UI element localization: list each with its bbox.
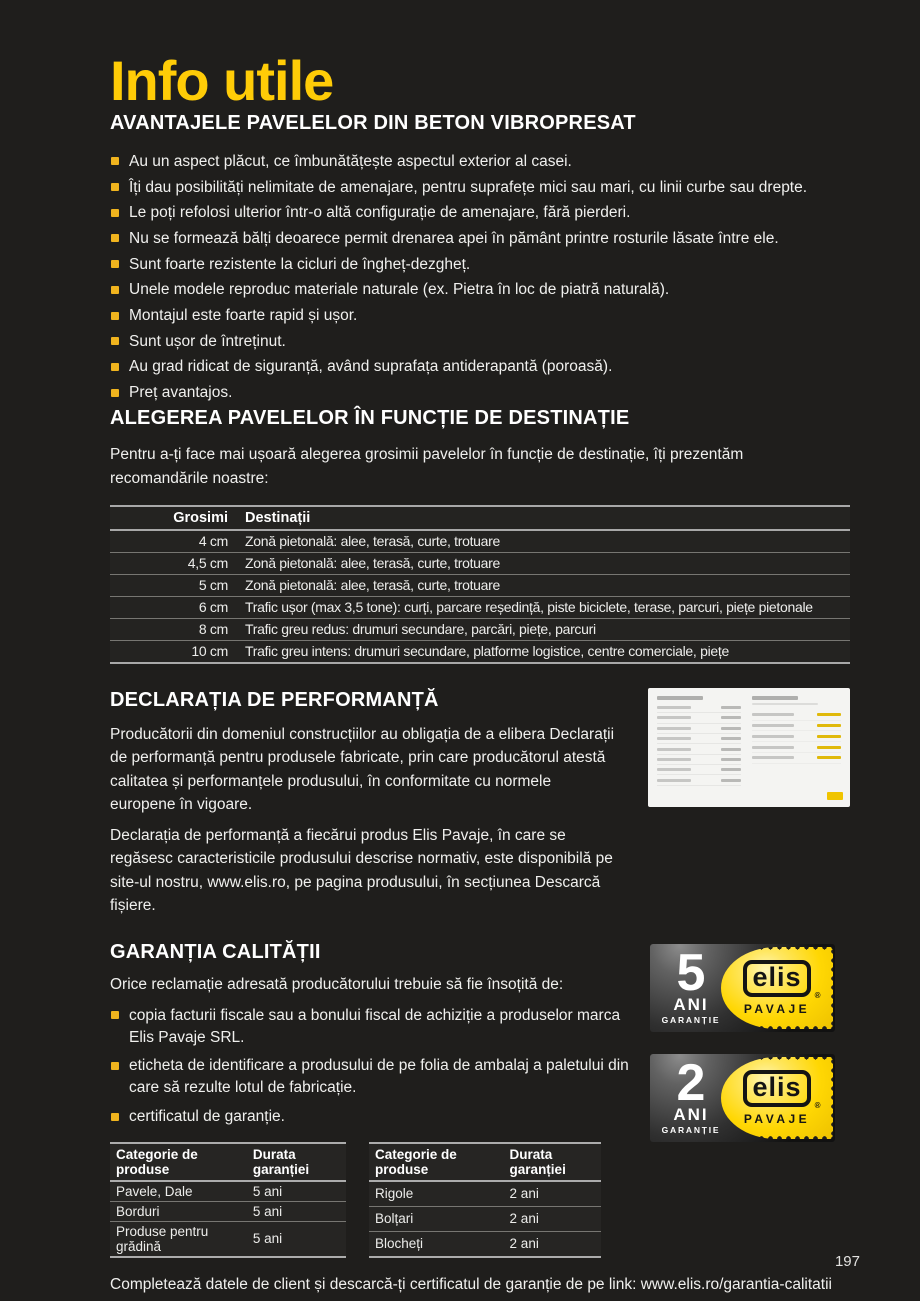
table-header-row — [369, 1143, 601, 1181]
warranty-list — [110, 1005, 630, 1128]
table-header-row — [110, 506, 850, 530]
advantage-item — [110, 354, 850, 380]
advantage-text: Sunt ușor de întreținut. — [129, 332, 286, 350]
warranty-text: eticheta de identificare a produsului de pe folia de ambalaj a paletului din care să rezulte lotul de fabricație. — [129, 1057, 629, 1097]
bullet-square-icon — [111, 1113, 119, 1121]
header-destinatii: Destinații — [242, 506, 850, 530]
advantage-item — [110, 303, 850, 329]
text-placeholder-bar — [721, 716, 741, 719]
text-placeholder-bar — [752, 724, 794, 727]
advantage-text: Îți dau posibilități nelimitate de amenajare, pentru suprafețe mici sau mari, cu linii curbe sau drepte. — [129, 178, 808, 196]
download-row — [752, 731, 841, 742]
table-row — [110, 618, 850, 640]
advantage-item — [110, 252, 850, 278]
elis-stamp — [721, 1057, 833, 1139]
warranty-heading: GARANȚIA CALITĂȚII — [110, 940, 321, 963]
download-row — [752, 742, 841, 753]
badge-unit: ANI — [673, 1105, 709, 1125]
warranty-section — [110, 940, 850, 1294]
advantage-text: Sunt foarte rezistente la cicluri de îngheț-dezgheț. — [129, 255, 471, 273]
destinatie-cell: Trafic ușor (max 3,5 tone): curți, parcare reședință, piste biciclete, terase, parcuri, piețe pietonale — [242, 596, 850, 618]
text-placeholder-bar — [752, 756, 794, 759]
badge-years-panel — [650, 1054, 732, 1142]
text-placeholder-bar — [657, 727, 691, 730]
grosime-cell: 8 cm — [110, 618, 242, 640]
advantages-heading: AVANTAJELE PAVELELOR DIN BETON VIBROPRESAT — [110, 111, 636, 134]
destinatie-cell: Trafic greu intens: drumuri secundare, platforme logistice, centre comerciale, piețe — [245, 643, 729, 660]
text-placeholder-bar — [752, 703, 818, 705]
badge-years: 5 — [676, 943, 706, 1002]
grosime-cell: 4 cm — [110, 530, 242, 553]
text-placeholder-bar — [752, 746, 794, 749]
elis-logo-text: elis — [743, 960, 810, 997]
badge-years: 2 — [676, 1053, 706, 1112]
text-placeholder-bar — [657, 706, 691, 709]
categorie-cell: Borduri — [110, 1201, 247, 1221]
page-content — [110, 0, 850, 1301]
spec-row — [657, 765, 741, 775]
spec-row — [657, 755, 741, 765]
table-row — [110, 1201, 346, 1221]
table-row — [369, 1231, 601, 1257]
text-placeholder-bar — [721, 737, 741, 740]
elis-logo — [743, 960, 821, 1000]
warranty-table-5ani — [110, 1142, 346, 1258]
destinatie-cell: Trafic greu redus: drumuri secundare, parcări, piețe, parcuri — [242, 618, 850, 640]
warranty-table-2ani — [369, 1142, 601, 1258]
page-title: Info utile — [110, 49, 334, 112]
table-row — [369, 1206, 601, 1231]
spec-row — [657, 775, 741, 785]
durata-cell: 5 ani — [252, 1231, 283, 1247]
advantage-text: Au grad ridicat de siguranță, având suprafața antiderapantă (poroasă). — [129, 358, 613, 376]
table-row — [110, 530, 850, 553]
spec-row — [657, 703, 741, 713]
advantage-item — [110, 329, 850, 355]
categorie-cell: Produse pentru grădină — [116, 1223, 209, 1254]
grosime-cell: 10 cm — [191, 643, 228, 660]
text-placeholder-bar — [657, 716, 691, 719]
bullet-square-icon — [111, 312, 119, 320]
bullet-square-icon — [111, 234, 119, 242]
elis-logo-text: elis — [743, 1070, 810, 1107]
bullet-square-icon — [111, 286, 119, 294]
durata-cell: 5 ani — [247, 1181, 346, 1202]
badge-label: GARANȚIE — [661, 1125, 721, 1136]
spec-row — [657, 713, 741, 723]
table-row — [110, 1221, 346, 1257]
categorie-cell: Pavele, Dale — [110, 1181, 247, 1202]
download-link-bar — [817, 724, 841, 727]
elis-logo-subtext: PAVAJE — [743, 1111, 811, 1126]
categorie-cell: Bolțari — [369, 1206, 504, 1231]
text-placeholder-bar — [657, 779, 691, 782]
advantage-item — [110, 277, 850, 303]
footer-note-text: Completează datele de client și descarcă-ți certificatul de garanție de pe link: — [110, 1275, 641, 1293]
bullet-square-icon — [111, 389, 119, 397]
choosing-intro: Pentru a-ți face mai ușoară alegerea grosimii pavelelor în funcție de destinație, îți prezentăm recomandările noastre: — [110, 445, 744, 488]
warranty-text: certificatul de garanție. — [129, 1108, 285, 1126]
grosime-cell: 5 cm — [110, 574, 242, 596]
advantage-text: Le poți refolosi ulterior într-o altă configurație de amenajare, fără pierderi. — [129, 204, 631, 222]
table-row — [110, 574, 850, 596]
header-durata: Durata garanției — [504, 1143, 601, 1181]
spec-table-skeleton — [657, 696, 741, 799]
text-placeholder-bar — [752, 713, 794, 716]
warranty-certificate-link[interactable]: www.elis.ro/garantia-calitatii — [640, 1275, 832, 1293]
text-placeholder-bar — [752, 735, 794, 738]
advantages-list — [110, 149, 850, 406]
table-header-row — [110, 1143, 346, 1181]
thickness-table — [110, 505, 850, 664]
text-placeholder-bar — [721, 727, 741, 730]
warranty-badges — [650, 944, 835, 1142]
text-placeholder-bar — [752, 696, 798, 700]
text-placeholder-bar — [721, 779, 741, 782]
text-placeholder-bar — [657, 758, 691, 761]
badge-years-panel — [650, 944, 732, 1032]
advantage-text: Au un aspect plăcut, ce îmbunătățește aspectul exterior al casei. — [129, 152, 572, 170]
choosing-heading: ALEGEREA PAVELELOR ÎN FUNCȚIE DE DESTINAȚIE — [110, 406, 630, 429]
text-placeholder-bar — [657, 737, 691, 740]
advantage-item — [110, 149, 850, 175]
advantage-text: Nu se formează bălți deoarece permit drenarea apei în pământ printre rosturile lăsate între ele. — [129, 229, 779, 247]
warranty-intro: Orice reclamație adresată producătorului trebuie să fie însoțită de: — [110, 975, 564, 993]
table-row — [110, 552, 850, 574]
registered-mark: ® — [814, 1100, 821, 1110]
advantage-text: Preț avantajos. — [129, 384, 233, 402]
header-categorie: Categorie de produse — [369, 1143, 504, 1181]
declaration-text-column — [110, 688, 618, 918]
download-button — [827, 792, 843, 800]
table-row — [110, 1181, 346, 1202]
declaration-paragraph-2: Declarația de performanță a fiecărui produs Elis Pavaje, în care se regăsesc caracteristicile produsului descrise normativ, este disponibilă pe site-ul nostru, www.elis.ro, pe pagina produsului, în secțiunea Descarcă fișiere. — [110, 826, 613, 915]
warranty-tables — [110, 1142, 850, 1258]
elis-logo — [743, 1070, 821, 1110]
categorie-cell: Rigole — [369, 1181, 504, 1207]
elis-logo-subtext: PAVAJE — [743, 1001, 811, 1016]
text-placeholder-bar — [721, 758, 741, 761]
table-row — [110, 640, 850, 663]
table-row — [369, 1181, 601, 1207]
download-link-bar — [817, 713, 841, 716]
text-placeholder-bar — [721, 768, 741, 771]
download-link-bar — [817, 756, 841, 759]
categorie-cell: Blocheți — [375, 1236, 424, 1252]
warranty-item — [110, 1005, 630, 1049]
spec-row — [657, 724, 741, 734]
durata-cell: 5 ani — [247, 1201, 346, 1221]
bullet-square-icon — [111, 209, 119, 217]
durata-cell: 2 ani — [509, 1236, 539, 1252]
text-placeholder-bar — [657, 748, 691, 751]
warranty-badge — [650, 1054, 835, 1142]
download-row — [752, 753, 841, 764]
bullet-square-icon — [111, 363, 119, 371]
bullet-square-icon — [111, 337, 119, 345]
header-categorie: Categorie de produse — [110, 1143, 247, 1181]
warranty-text: copia facturii fiscale sau a bonului fiscal de achiziție a produselor marca Elis Pavaje SRL. — [129, 1006, 621, 1046]
table-row — [110, 596, 850, 618]
warranty-text-column — [110, 940, 630, 1128]
durata-cell: 2 ani — [504, 1181, 601, 1207]
download-row — [752, 710, 841, 721]
warranty-badge — [650, 944, 835, 1032]
text-placeholder-bar — [657, 696, 703, 700]
bullet-square-icon — [111, 183, 119, 191]
bullet-square-icon — [111, 1062, 119, 1070]
download-link-bar — [817, 735, 841, 738]
declaration-heading: DECLARAȚIA DE PERFORMANȚĂ — [110, 688, 439, 711]
destinatie-cell: Zonă pietonală: alee, terasă, curte, trotuare — [242, 574, 850, 596]
durata-cell: 2 ani — [504, 1206, 601, 1231]
download-list-skeleton — [752, 696, 841, 799]
text-placeholder-bar — [657, 768, 691, 771]
bullet-square-icon — [111, 260, 119, 268]
declaration-section — [110, 688, 850, 918]
warranty-table-5ani-body — [110, 1181, 346, 1257]
badge-label: GARANȚIE — [661, 1015, 721, 1026]
text-placeholder-bar — [721, 706, 741, 709]
advantage-text: Montajul este foarte rapid și ușor. — [129, 307, 358, 325]
registered-mark: ® — [814, 990, 821, 1000]
destinatie-cell: Zonă pietonală: alee, terasă, curte, trotuare — [242, 552, 850, 574]
download-link-bar — [817, 746, 841, 749]
text-placeholder-bar — [721, 748, 741, 751]
bullet-square-icon — [111, 1011, 119, 1019]
warranty-table-2ani-body — [369, 1181, 601, 1257]
download-row — [752, 721, 841, 732]
thickness-table-body — [110, 530, 850, 663]
header-durata: Durata garanției — [247, 1143, 346, 1181]
page-number: 197 — [834, 1253, 860, 1270]
advantage-text: Unele modele reproduc materiale naturale (ex. Pietra în loc de piatră naturală). — [129, 281, 670, 299]
advantage-item — [110, 226, 850, 252]
badge-unit: ANI — [673, 995, 709, 1015]
spec-row — [657, 734, 741, 744]
declaration-paragraph-1: Producătorii din domeniul construcțiilor au obligația de a elibera Declarații de performanță pentru produsele fabricate, prin care producătorul atestă calitatea și performanțele produsului, în conformitate cu normele europene în vigoare. — [110, 725, 615, 814]
warranty-item — [110, 1055, 630, 1099]
product-page-screenshot — [648, 688, 850, 807]
header-grosimi: Grosimi — [110, 506, 242, 530]
advantage-item — [110, 175, 850, 201]
advantage-item — [110, 380, 850, 406]
footer-note — [110, 1276, 850, 1294]
destinatie-cell: Zonă pietonală: alee, terasă, curte, trotuare — [242, 530, 850, 553]
bullet-square-icon — [111, 157, 119, 165]
advantage-item — [110, 200, 850, 226]
warranty-item — [110, 1106, 630, 1128]
grosime-cell: 4,5 cm — [110, 552, 242, 574]
spec-row — [657, 744, 741, 754]
elis-stamp — [721, 947, 833, 1029]
grosime-cell: 6 cm — [110, 596, 242, 618]
